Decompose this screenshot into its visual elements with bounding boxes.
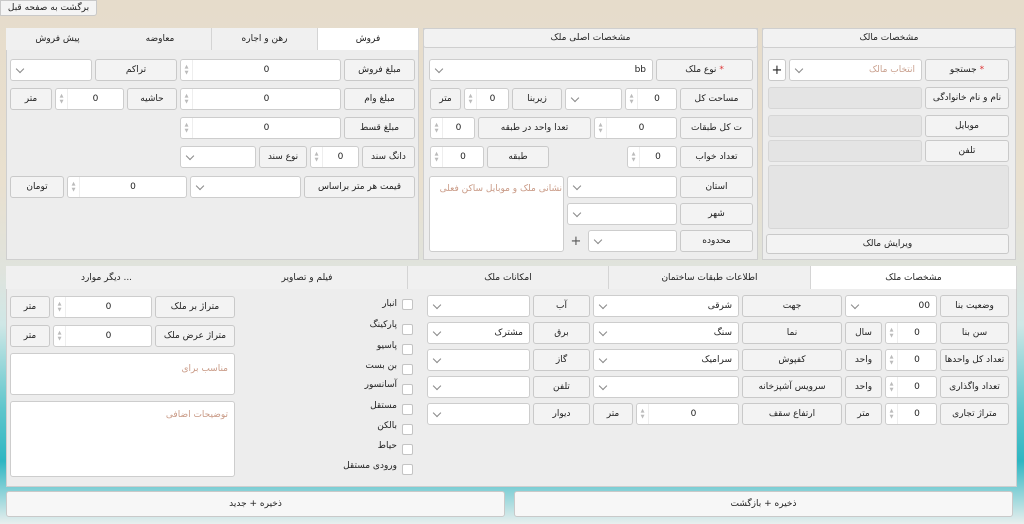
address-placeholder: نشانی ملک و موبایل ساکن فعلی [439, 184, 562, 194]
deed-share-input[interactable] [310, 146, 359, 168]
chevron-down-icon [433, 409, 441, 417]
main-panel-title: مشخصات اصلی ملک [423, 28, 758, 48]
amenity-yard-checkbox[interactable] [402, 444, 413, 455]
spinner-icon[interactable]: ▲ ▼ [637, 404, 649, 424]
chevron-down-icon [573, 182, 581, 190]
floor-area-label: زیربنا [512, 88, 562, 110]
area-label: محدوده [680, 230, 753, 252]
amenity-balcony-label: بالکن [377, 421, 397, 431]
water-select[interactable] [427, 295, 530, 317]
total-area-input[interactable] [625, 88, 677, 110]
price-per-meter-input[interactable] [67, 176, 187, 198]
building-age-value: 0 [914, 328, 920, 338]
building-age-label: سن بنا [940, 322, 1009, 344]
property-type-label [656, 59, 753, 81]
required-star-icon: * [979, 65, 985, 75]
margin-input[interactable] [55, 88, 124, 110]
amenity-storage-label: انبار [382, 299, 397, 309]
total-floors-value: 0 [638, 123, 645, 133]
total-units-label: تعداد کل واحدها [940, 349, 1009, 371]
ceiling-height-input[interactable] [636, 403, 739, 425]
tab-other[interactable]: دیگر موارد ... [6, 266, 207, 289]
street-frontage-unit: متر [10, 296, 50, 318]
save-new-button[interactable]: ذخیره + جدید [6, 491, 505, 517]
spinner-icon[interactable]: ▲ ▼ [626, 89, 638, 109]
units-per-floor-label: تعدا واحد در طبقه [478, 117, 591, 139]
chevron-down-icon [433, 355, 441, 363]
phone-line-select[interactable] [427, 376, 530, 398]
amenity-elevator-checkbox[interactable] [402, 384, 413, 395]
loan-label: مبلغ وام [344, 88, 415, 110]
chevron-down-icon [435, 65, 443, 73]
spinner-icon[interactable]: ▲ ▼ [54, 326, 66, 346]
add-owner-button[interactable]: + [768, 59, 786, 81]
chevron-down-icon [16, 65, 24, 73]
loan-value: 0 [263, 94, 270, 104]
tab-sale[interactable]: فروش [318, 28, 419, 50]
type-label-text: نوع ملک [685, 65, 717, 75]
amenity-entrance-checkbox[interactable] [402, 464, 413, 475]
spinner-icon[interactable]: ▲ ▼ [181, 89, 193, 109]
installment-value: 0 [263, 123, 270, 133]
gas-select[interactable] [427, 349, 530, 371]
loan-input[interactable] [180, 88, 341, 110]
margin-label: حاشیه [127, 88, 177, 110]
margin-value: 0 [92, 94, 99, 104]
chevron-down-icon [196, 182, 204, 190]
total-area-label: مساحت کل [680, 88, 753, 110]
chevron-down-icon [594, 236, 602, 244]
power-label: برق [533, 322, 590, 344]
tab-media[interactable]: فیلم و تصاویر [207, 266, 408, 289]
owner-mobile-label: موبایل [925, 115, 1009, 137]
floor-area-input[interactable] [464, 88, 509, 110]
bedrooms-value: 0 [655, 152, 661, 162]
chevron-down-icon [571, 94, 579, 102]
direction-select[interactable] [593, 295, 739, 317]
flooring-select[interactable] [593, 349, 739, 371]
assigned-units-value: 0 [914, 382, 920, 392]
commercial-area-label: متراژ تجاری [940, 403, 1009, 425]
water-label: آب [533, 295, 590, 317]
deed-share-label: دانگ سند [362, 146, 415, 168]
area-select[interactable] [588, 230, 677, 252]
spinner-icon[interactable]: ▲ ▼ [431, 147, 443, 167]
margin-unit: متر [10, 88, 52, 110]
gas-label: گاز [533, 349, 590, 371]
flooring-value: سرامیک [701, 355, 732, 365]
amenity-patio-label: پاسیو [376, 341, 397, 351]
floor-label: طبقه [487, 146, 549, 168]
price-per-meter-basis-select[interactable] [190, 176, 301, 198]
total-units-value: 0 [914, 355, 920, 365]
tab-floor-info[interactable]: اطلاعات طبقات ساختمان [609, 266, 811, 289]
spinner-icon[interactable]: ▲ ▼ [54, 297, 66, 317]
building-age-input[interactable] [885, 322, 937, 344]
total-floors-label: ت کل طبقات [680, 117, 753, 139]
spinner-icon[interactable]: ▲ ▼ [431, 118, 443, 138]
owner-info-area [768, 165, 1009, 229]
ceiling-height-value: 0 [690, 409, 697, 419]
required-star-icon: * [719, 65, 724, 75]
owner-panel-title: مشخصات مالک [762, 28, 1016, 48]
facade-select[interactable] [593, 322, 739, 344]
power-value: مشترک [494, 328, 523, 338]
spinner-icon[interactable]: ▲ ▼ [595, 118, 607, 138]
chevron-down-icon [795, 65, 803, 73]
chevron-down-icon [599, 301, 607, 309]
direction-label: جهت [742, 295, 842, 317]
add-area-icon[interactable]: + [570, 233, 582, 249]
chevron-down-icon [433, 382, 441, 390]
deed-type-label: نوع سند [259, 146, 307, 168]
chevron-down-icon [851, 301, 859, 309]
sale-price-value: 0 [263, 65, 270, 75]
price-per-meter-value: 0 [130, 182, 136, 192]
amenity-storage-checkbox[interactable] [402, 299, 413, 310]
owner-search-button[interactable] [925, 59, 1009, 81]
bedrooms-input[interactable] [627, 146, 677, 168]
amenity-balcony-checkbox[interactable] [402, 424, 413, 435]
units-per-floor-value: 0 [455, 123, 462, 133]
commercial-area-unit: متر [845, 403, 882, 425]
density-select[interactable] [10, 59, 92, 81]
ceiling-height-unit: متر [593, 403, 633, 425]
commercial-area-value: 0 [914, 409, 920, 419]
owner-name-label: نام و نام خانوادگی [925, 87, 1009, 109]
ceiling-height-label: ارتفاع سقف [742, 403, 842, 425]
total-units-unit: واحد [845, 349, 882, 371]
chevron-down-icon [433, 328, 441, 336]
spinner-icon[interactable]: ▲ ▼ [68, 177, 80, 197]
amenity-deadend-label: بن بست [365, 361, 397, 371]
edit-owner-button[interactable]: ویرایش مالک [766, 234, 1009, 254]
tab-rent[interactable]: رهن و اجاره [212, 28, 318, 50]
amenity-elevator-label: آسانسور [364, 380, 397, 390]
spinner-icon[interactable]: ▲ ▼ [56, 89, 68, 109]
kitchen-select[interactable] [593, 376, 739, 398]
amenity-deadend-checkbox[interactable] [402, 364, 413, 375]
direction-value: شرقی [707, 301, 732, 311]
total-floors-input[interactable] [594, 117, 677, 139]
search-label: جستجو [949, 65, 977, 75]
deed-type-select[interactable] [180, 146, 256, 168]
description-placeholder: توضیحات اضافی [165, 410, 228, 420]
tab-property-details[interactable]: مشخصات ملک [811, 266, 1017, 289]
owner-select-placeholder: انتخاب مالک [869, 65, 915, 75]
property-width-input[interactable] [53, 325, 152, 347]
chevron-down-icon [599, 382, 607, 390]
province-select[interactable] [567, 176, 677, 198]
amenity-parking-checkbox[interactable] [402, 324, 413, 335]
spinner-icon[interactable]: ▲ ▼ [886, 323, 898, 343]
chevron-down-icon [433, 301, 441, 309]
back-button[interactable]: برگشت به صفحه قبل [0, 0, 97, 16]
floor-area-value: 0 [489, 94, 496, 104]
property-type-value: bb [634, 65, 646, 75]
density-label: تراکم [95, 59, 177, 81]
city-label: شهر [680, 203, 753, 225]
save-return-button[interactable]: ذخیره + بازگشت [514, 491, 1013, 517]
sale-price-input[interactable] [180, 59, 341, 81]
spinner-icon[interactable]: ▲ ▼ [311, 147, 323, 167]
owner-mobile-field[interactable] [768, 115, 922, 137]
suitable-for-placeholder: مناسب برای [181, 364, 228, 374]
currency-label: تومان [10, 176, 64, 198]
total-units-input[interactable] [885, 349, 937, 371]
amenity-independent-label: مستقل [370, 401, 397, 411]
assigned-units-input[interactable] [885, 376, 937, 398]
chevron-down-icon [186, 152, 194, 160]
owner-phone-label: تلفن [925, 140, 1009, 162]
building-age-unit: سال [845, 322, 882, 344]
chevron-down-icon [599, 355, 607, 363]
sale-price-label: مبلغ فروش [344, 59, 415, 81]
condition-select[interactable] [845, 295, 937, 317]
flooring-label: کفپوش [742, 349, 842, 371]
spinner-icon[interactable]: ▲ ▼ [628, 147, 640, 167]
amenity-parking-label: پارکینگ [369, 320, 397, 330]
amenity-independent-checkbox[interactable] [402, 404, 413, 415]
suitable-for-textarea[interactable] [10, 353, 235, 395]
street-frontage-value: 0 [105, 302, 112, 312]
owner-phone-field[interactable] [768, 140, 922, 162]
assigned-units-unit: واحد [845, 376, 882, 398]
property-width-unit: متر [10, 325, 50, 347]
deed-share-value: 0 [337, 152, 344, 162]
phone-line-label: تلفن [533, 376, 590, 398]
installment-input[interactable] [180, 117, 341, 139]
units-per-floor-input[interactable] [430, 117, 475, 139]
street-frontage-label: متراژ بر ملک [155, 296, 235, 318]
province-label: استان [680, 176, 753, 198]
floor-input[interactable] [430, 146, 484, 168]
tab-presale[interactable]: پیش فروش [6, 28, 109, 50]
price-per-meter-label: قیمت هر متر براساس [304, 176, 415, 198]
floor-area-unit: متر [430, 88, 461, 110]
tab-exchange[interactable]: معاوضه [109, 28, 212, 50]
assigned-units-label: تعداد واگذاری [940, 376, 1009, 398]
kitchen-label: سرویس آشپزخانه [742, 376, 842, 398]
spinner-icon[interactable]: ▲ ▼ [886, 350, 898, 370]
power-select[interactable] [427, 322, 530, 344]
city-select[interactable] [567, 203, 677, 225]
amenity-patio-checkbox[interactable] [402, 344, 413, 355]
spinner-icon[interactable]: ▲ ▼ [886, 377, 898, 397]
wall-select[interactable] [427, 403, 530, 425]
wall-label: دیوار [533, 403, 590, 425]
commercial-area-input[interactable] [885, 403, 937, 425]
amenity-yard-label: حیاط [377, 441, 397, 451]
facade-value: سنگ [713, 328, 732, 338]
tab-amenities[interactable]: امکانات ملک [408, 266, 609, 289]
condition-label: وضعیت بنا [940, 295, 1009, 317]
amenity-entrance-label: ورودی مستقل [343, 461, 397, 471]
spinner-icon[interactable]: ▲ ▼ [181, 118, 193, 138]
street-frontage-input[interactable] [53, 296, 152, 318]
owner-name-field[interactable] [768, 87, 922, 109]
spinner-icon[interactable]: ▲ ▼ [886, 404, 898, 424]
floor-value: 0 [460, 152, 466, 162]
chevron-down-icon [573, 209, 581, 217]
property-type-select[interactable] [429, 59, 653, 81]
facade-label: نما [742, 322, 842, 344]
installment-label: مبلغ قسط [344, 117, 415, 139]
condition-value: 00 [918, 301, 930, 311]
total-area-unit-select[interactable] [565, 88, 622, 110]
spinner-icon[interactable]: ▲ ▼ [181, 60, 193, 80]
owner-select[interactable] [789, 59, 922, 81]
bedrooms-label: تعداد خواب [680, 146, 753, 168]
chevron-down-icon [599, 328, 607, 336]
property-width-value: 0 [105, 331, 112, 341]
spinner-icon[interactable]: ▲ ▼ [465, 89, 477, 109]
property-width-label: متراژ عرض ملک [155, 325, 235, 347]
total-area-value: 0 [654, 94, 660, 104]
